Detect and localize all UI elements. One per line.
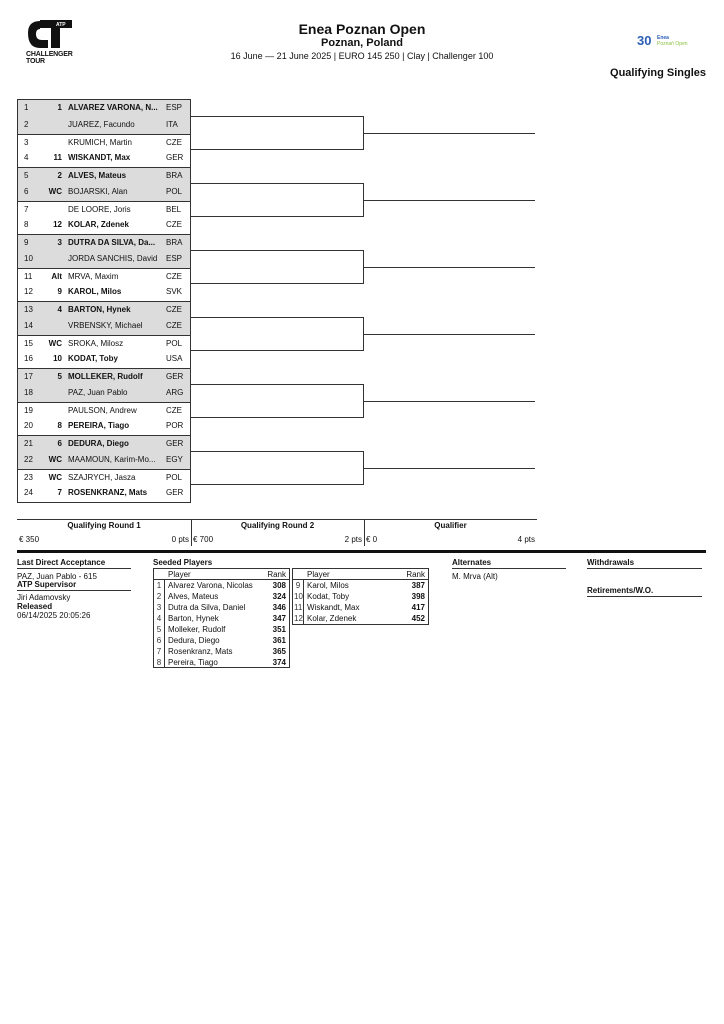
seed-player: Barton, Hynek: [168, 614, 219, 623]
seed-player: Alvarez Varona, Nicolas: [168, 581, 253, 590]
draw-nationality: ESP: [166, 103, 183, 112]
seed-rank: 417: [411, 603, 425, 612]
draw-nationality: CZE: [166, 320, 182, 330]
lda-value: PAZ, Juan Pablo - 615: [17, 572, 97, 581]
draw-nationality: USA: [166, 354, 183, 364]
draw-nationality: POL: [166, 186, 183, 196]
seed-rank: 324: [272, 592, 286, 601]
bracket-r2-slot-line: [191, 384, 363, 385]
round-prize: € 700: [193, 535, 214, 544]
draw-seed: WC: [48, 454, 62, 464]
seeded-row: [154, 580, 289, 591]
draw-position: 1: [24, 103, 29, 112]
draw-nationality: CZE: [166, 405, 182, 415]
draw-seed: WC: [48, 338, 62, 348]
seeded-row: [293, 602, 428, 613]
seeded-row: [293, 613, 428, 624]
seeded-row: [154, 602, 289, 613]
draw-seed: 12: [53, 220, 62, 230]
seed-rank: 346: [272, 603, 286, 612]
seed-player: Wiskandt, Max: [307, 603, 360, 612]
seed-rank: 351: [272, 625, 286, 634]
draw-nationality: POL: [166, 472, 183, 482]
draw-nationality: BRA: [166, 171, 183, 180]
draw-player-name: PEREIRA, Tiago: [68, 421, 130, 431]
draw-player-name: SROKA, Milosz: [68, 338, 124, 348]
seed-player: Rosenkranz, Mats: [168, 647, 233, 656]
draw-nationality: ARG: [166, 387, 184, 397]
seed-rank: 452: [411, 614, 425, 623]
draw-position: 16: [24, 354, 33, 364]
bracket-r2-slot-line: [191, 116, 363, 117]
seed-player: Kolar, Zdenek: [307, 614, 357, 623]
seed-number: 9: [295, 581, 301, 590]
seed-col-separator: [164, 635, 165, 646]
seeded-col-rank: Rank: [267, 570, 286, 579]
draw-player-name: VRBENSKY, Michael: [68, 320, 143, 330]
seed-rank: 365: [272, 647, 286, 656]
draw-seed: 7: [57, 488, 62, 498]
seed-rank: 347: [272, 614, 286, 623]
draw-position: 24: [24, 488, 33, 498]
draw-player-name: ALVAREZ VARONA, N...: [68, 103, 158, 112]
draw-position: 3: [24, 137, 29, 147]
seed-number: 12: [294, 614, 303, 623]
draw-position: 5: [24, 171, 29, 180]
event-type: Qualifying Singles: [610, 67, 706, 79]
draw-seed: WC: [48, 472, 62, 482]
bracket-qualifier-line: [363, 401, 535, 402]
alternates-title: Alternates: [452, 558, 566, 569]
draw-player-name: ROSENKRANZ, Mats: [68, 488, 148, 498]
draw-position: 19: [24, 405, 33, 415]
seed-rank: 308: [272, 581, 286, 590]
draw-player-name: KAROL, Milos: [68, 287, 122, 297]
draw-position: 23: [24, 472, 33, 482]
draw-position: 9: [24, 238, 29, 247]
round-prize: € 0: [366, 535, 378, 544]
bracket-qualifier-line: [363, 200, 535, 201]
draw-nationality: CZE: [166, 220, 182, 230]
draw-seed: 10: [53, 354, 62, 364]
draw-position: 12: [24, 287, 33, 297]
draw-position: 15: [24, 338, 33, 348]
draw-nationality: BRA: [166, 238, 183, 247]
draw-position: 14: [24, 320, 33, 330]
draw-nationality: CZE: [166, 305, 182, 314]
draw-seed: 9: [57, 287, 62, 297]
round-points: 2 pts: [344, 535, 362, 544]
seed-number: 10: [294, 592, 303, 601]
draw-nationality: ITA: [166, 119, 178, 129]
seed-player: Pereira, Tiago: [168, 658, 218, 667]
withdrawals-title: Withdrawals: [587, 558, 702, 569]
draw-seed: 4: [57, 305, 62, 314]
round-prize: € 350: [19, 535, 40, 544]
bracket-r2-slot-line: [191, 250, 363, 251]
bracket-r2-slot-line: [191, 183, 363, 184]
draw-seed: WC: [48, 186, 62, 196]
draw-nationality: GER: [166, 488, 184, 498]
draw-seed: 6: [57, 439, 62, 448]
draw-position: 2: [24, 119, 29, 129]
bracket-r2-slot-line: [191, 451, 363, 452]
draw-player-name: WISKANDT, Max: [68, 153, 131, 163]
round-title: Qualifier: [434, 521, 467, 530]
seeded-col-rank: Rank: [406, 570, 425, 579]
released-title: Released: [17, 602, 53, 611]
draw-nationality: CZE: [166, 137, 182, 147]
seed-rank: 387: [411, 581, 425, 590]
seed-col-separator: [164, 580, 165, 591]
seed-col-separator: [164, 624, 165, 635]
seeded-row: [154, 646, 289, 657]
draw-seed: 8: [57, 421, 62, 431]
draw-position: 18: [24, 387, 33, 397]
draw-player-name: MRVA, Maxim: [68, 271, 119, 281]
draw-player-name: MAAMOUN, Karim-Mo...: [68, 454, 156, 464]
seed-col-separator: [303, 613, 304, 624]
seeded-row: [293, 580, 428, 591]
sponsor-number: 30: [637, 33, 652, 48]
bracket-qualifier-line: [363, 468, 535, 469]
draw-position: 17: [24, 372, 33, 381]
seed-player: Dutra da Silva, Daniel: [168, 603, 246, 612]
seed-col-separator: [164, 602, 165, 613]
draw-nationality: POL: [166, 338, 183, 348]
draw-player-name: ALVES, Mateus: [68, 171, 127, 180]
draw-player-name: KODAT, Toby: [68, 354, 118, 364]
section-divider: [17, 550, 706, 553]
draw-player-name: JORDA SANCHIS, David: [68, 253, 158, 263]
seed-player: Karol, Milos: [307, 581, 349, 590]
bracket-r2-slot-line: [191, 484, 363, 485]
seed-number: 6: [156, 636, 162, 645]
seeded-table-right: [292, 568, 429, 625]
draw-player-name: DE LOORE, Joris: [68, 204, 131, 214]
svg-text:ATP: ATP: [56, 22, 66, 28]
seeded-row: [154, 657, 289, 668]
round-divider: [364, 519, 365, 546]
seed-player: Kodat, Toby: [307, 592, 350, 601]
draw-player-name: MOLLEKER, Rudolf: [68, 372, 143, 381]
seed-col-separator: [303, 602, 304, 613]
draw-player-name: BOJARSKI, Alan: [68, 186, 128, 196]
draw-position: 21: [24, 439, 33, 448]
seeded-row: [154, 613, 289, 624]
draw-position: 11: [24, 271, 33, 281]
seed-number: 11: [294, 603, 303, 612]
draw-player-name: KOLAR, Zdenek: [68, 220, 129, 230]
alternate-item: M. Mrva (Alt): [452, 572, 498, 581]
seed-player: Dedura, Diego: [168, 636, 220, 645]
draw-player-name: SZAJRYCH, Jasza: [68, 472, 136, 482]
seed-col-separator: [164, 646, 165, 657]
bracket-qualifier-line: [363, 267, 535, 268]
draw-seed: 1: [57, 103, 62, 112]
draw-position: 10: [24, 253, 33, 263]
draw-position: 22: [24, 454, 33, 464]
logo-line-tour: TOUR: [26, 58, 45, 65]
draw-player-name: KRUMICH, Martin: [68, 137, 133, 147]
draw-position: 4: [24, 153, 29, 163]
draw-position: 13: [24, 305, 33, 314]
lda-title: Last Direct Acceptance: [17, 558, 131, 569]
seed-header-rule: [154, 579, 289, 580]
bracket-r2-slot-line: [191, 317, 363, 318]
bracket-r2-slot-line: [191, 149, 363, 150]
seeded-table-left: [153, 568, 290, 668]
seed-number: 8: [156, 658, 162, 667]
draw-player-name: PAZ, Juan Pablo: [68, 387, 128, 397]
tournament-info: 16 June — 21 June 2025 | EURO 145 250 | Clay | Challenger 100: [230, 51, 494, 61]
draw-position: 6: [24, 186, 29, 196]
draw-seed: 3: [57, 238, 62, 247]
seed-player: Molleker, Rudolf: [168, 625, 226, 634]
seeded-row: [154, 624, 289, 635]
draw-nationality: BEL: [166, 204, 182, 214]
seed-number: 7: [156, 647, 162, 656]
seed-number: 2: [156, 592, 162, 601]
seed-col-separator: [303, 591, 304, 602]
draw-nationality: CZE: [166, 271, 182, 281]
rounds-top-rule: [17, 519, 537, 520]
bracket-qualifier-line: [363, 334, 535, 335]
draw-seed: 2: [57, 171, 62, 180]
draw-seed: 11: [53, 153, 62, 163]
seeded-col-player: Player: [307, 570, 330, 579]
seed-rank: 374: [272, 658, 286, 667]
bracket-r2-slot-line: [191, 216, 363, 217]
seed-col-separator: [303, 580, 304, 591]
sponsor-line1: Enea: [657, 35, 669, 41]
retirements-title: Retirements/W.O.: [587, 586, 702, 597]
draw-player-name: PAULSON, Andrew: [68, 405, 137, 415]
seed-col-separator: [164, 657, 165, 668]
round-title: Qualifying Round 2: [240, 521, 315, 530]
seed-number: 5: [156, 625, 162, 634]
seed-number: 3: [156, 603, 162, 612]
seeded-row: [154, 591, 289, 602]
draw-position: 8: [24, 220, 29, 230]
draw-player-name: JUAREZ, Facundo: [68, 119, 135, 129]
tournament-location: Poznan, Poland: [321, 37, 403, 49]
seeded-row: [293, 591, 428, 602]
round-divider: [191, 519, 192, 546]
seed-col-separator: [164, 591, 165, 602]
draw-nationality: POR: [166, 421, 184, 431]
seeded-col-player: Player: [168, 570, 191, 579]
logo-line-challenger: CHALLENGER: [26, 51, 73, 58]
seed-rank: 361: [272, 636, 286, 645]
draw-nationality: GER: [166, 439, 184, 448]
draw-nationality: SVK: [166, 287, 183, 297]
seeded-row: [154, 635, 289, 646]
supervisor-value: Jiri Adamovsky: [17, 593, 71, 602]
draw-position: 7: [24, 204, 29, 214]
sponsor-line2: Poznań Open: [657, 41, 688, 47]
round-points: 4 pts: [517, 535, 535, 544]
draw-position: 20: [24, 421, 33, 431]
seed-number: 1: [156, 581, 162, 590]
bracket-r2-slot-line: [191, 417, 363, 418]
seed-player: Alves, Mateus: [168, 592, 219, 601]
round-points: 0 pts: [171, 535, 189, 544]
bracket-r2-slot-line: [191, 283, 363, 284]
released-value: 06/14/2025 20:05:26: [17, 611, 91, 620]
seed-header-rule: [293, 579, 428, 580]
bracket-r2-slot-line: [191, 350, 363, 351]
supervisor-title: ATP Supervisor: [17, 580, 131, 591]
draw-seed: Alt: [51, 271, 62, 281]
draw-nationality: GER: [166, 372, 184, 381]
tournament-title: Enea Poznan Open: [298, 21, 426, 37]
draw-player-name: DUTRA DA SILVA, Da...: [68, 238, 156, 247]
seed-rank: 398: [411, 592, 425, 601]
draw-player-name: BARTON, Hynek: [68, 305, 131, 314]
seed-col-separator: [164, 613, 165, 624]
bracket-qualifier-line: [363, 133, 535, 134]
draw-player-name: DEDURA, Diego: [68, 439, 129, 448]
seed-number: 4: [156, 614, 162, 623]
draw-nationality: GER: [166, 153, 184, 163]
round-title: Qualifying Round 1: [67, 521, 141, 530]
draw-seed: 5: [57, 372, 62, 381]
draw-nationality: ESP: [166, 253, 183, 263]
seeded-title: Seeded Players: [153, 558, 213, 567]
draw-nationality: EGY: [166, 454, 183, 464]
